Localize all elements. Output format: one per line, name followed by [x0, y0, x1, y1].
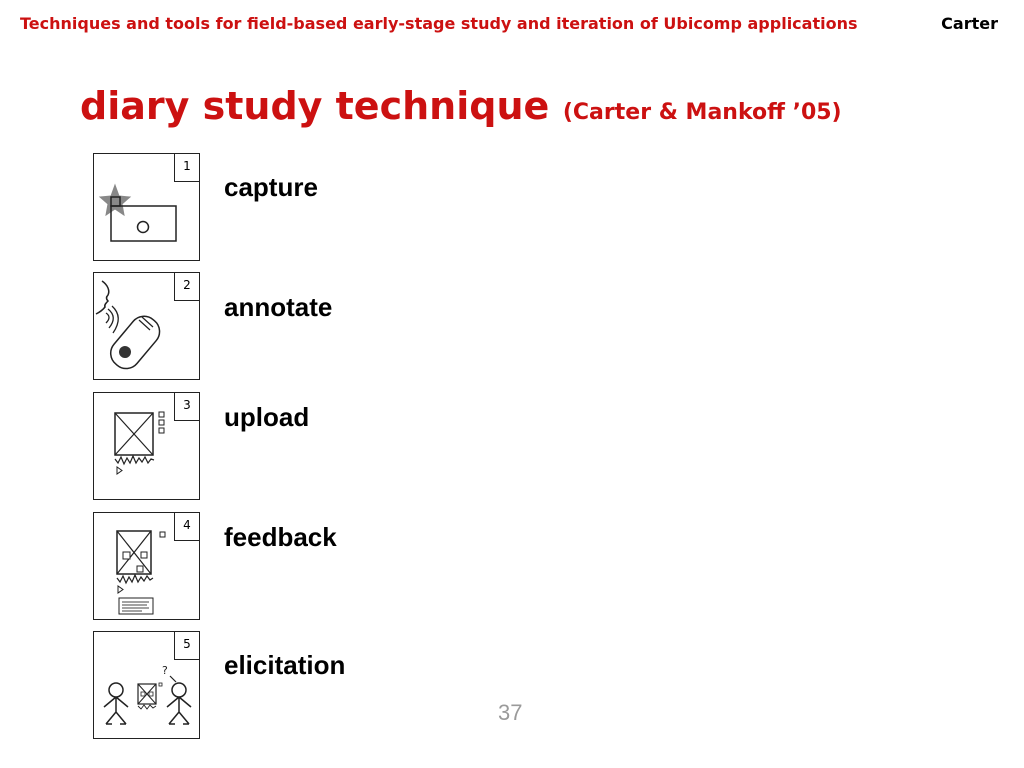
step-3-panel	[93, 392, 200, 500]
step-3-label: upload	[224, 402, 310, 432]
step-4-label: feedback	[224, 522, 337, 552]
step-4-number: 4	[174, 512, 200, 541]
slide-title-main: diary study technique	[80, 84, 550, 128]
svg-text:?: ?	[162, 664, 168, 677]
step-2-panel	[93, 272, 200, 380]
step-3-number: 3	[174, 392, 200, 421]
step-4-panel	[93, 512, 200, 620]
step-1-label: capture	[224, 172, 318, 202]
slide-title-citation: (Carter & Mankoff ’05)	[562, 100, 842, 125]
step-2-number: 2	[174, 272, 200, 301]
step-1-number: 1	[174, 153, 200, 182]
step-1-panel	[93, 153, 200, 261]
step-5-panel	[93, 631, 200, 739]
step-5-number: 5	[174, 631, 200, 660]
step-2-label: annotate	[224, 292, 333, 322]
page-number: 37	[498, 700, 523, 725]
header-author: Carter	[941, 14, 998, 33]
slide-title	[80, 84, 842, 128]
step-5-label: elicitation	[224, 650, 346, 680]
header-title: Techniques and tools for field-based early-stage study and iteration of Ubicomp applications	[20, 14, 858, 33]
